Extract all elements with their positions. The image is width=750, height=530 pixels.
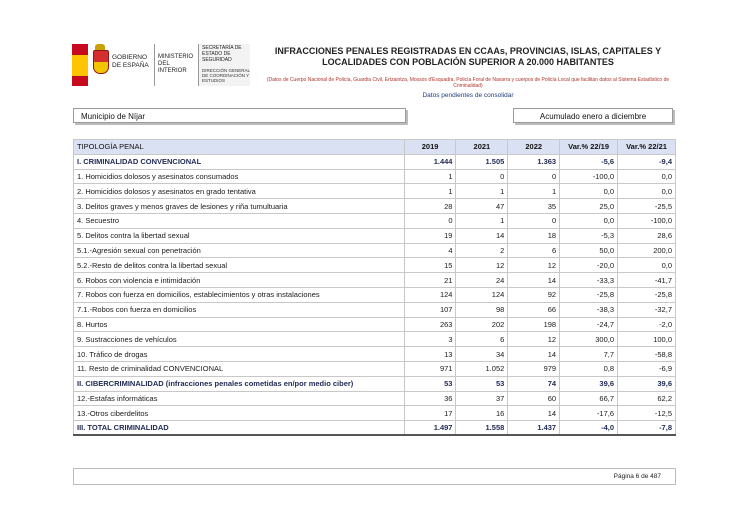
- row-value-var1: -25,8: [560, 287, 618, 302]
- table-row: [74, 391, 676, 406]
- row-value-var1: -20,0: [560, 258, 618, 273]
- row-value-v2021: 16: [456, 406, 508, 421]
- pending-notice: Datos pendientes de consolidar: [422, 92, 514, 99]
- row-label: 11. Resto de criminalidad CONVENCIONAL: [74, 361, 405, 376]
- row-value-var2: -2,0: [618, 317, 676, 332]
- row-value-var1: 7,7: [560, 347, 618, 362]
- table-row: [74, 421, 676, 436]
- row-value-v2022: 979: [508, 361, 560, 376]
- header-tipologia: TIPOLOGÍA PENAL: [74, 140, 405, 155]
- row-value-v2019: 1: [404, 184, 456, 199]
- row-value-var2: -58,8: [618, 347, 676, 362]
- row-value-v2022: 92: [508, 287, 560, 302]
- row-value-v2021: 53: [456, 376, 508, 391]
- table-row: [74, 243, 676, 258]
- row-value-v2019: 36: [404, 391, 456, 406]
- row-label: 6. Robos con violencia e intimidación: [74, 273, 405, 288]
- row-value-var2: -41,7: [618, 273, 676, 288]
- row-label: 5.1.-Agresión sexual con penetración: [74, 243, 405, 258]
- row-value-var1: 300,0: [560, 332, 618, 347]
- spain-flag-icon: [72, 44, 88, 86]
- government-logo: [72, 44, 252, 86]
- row-label: 2. Homicidios dolosos y asesinatos en grado tentativa: [74, 184, 405, 199]
- crime-statistics-table: [73, 139, 676, 436]
- row-value-v2019: 53: [404, 376, 456, 391]
- row-value-v2022: 1.437: [508, 421, 560, 436]
- table-row: [74, 213, 676, 228]
- table-row: [74, 361, 676, 376]
- header-2019: 2019: [404, 140, 456, 155]
- logo-ministerio-text: MINISTERIO DEL INTERIOR: [154, 44, 198, 86]
- row-value-var2: 100,0: [618, 332, 676, 347]
- row-value-v2019: 1.444: [404, 154, 456, 169]
- row-value-v2021: 98: [456, 302, 508, 317]
- row-label: 3. Delitos graves y menos graves de lesiones y riña tumultuaria: [74, 199, 405, 214]
- coat-of-arms-icon: [91, 44, 109, 86]
- row-value-v2019: 3: [404, 332, 456, 347]
- page-number: Página 6 de 487: [73, 468, 676, 485]
- row-label: III. TOTAL CRIMINALIDAD: [74, 421, 405, 436]
- row-value-v2019: 971: [404, 361, 456, 376]
- row-value-v2022: 0: [508, 169, 560, 184]
- row-value-var1: -5,3: [560, 228, 618, 243]
- row-value-v2022: 198: [508, 317, 560, 332]
- row-value-var2: -9,4: [618, 154, 676, 169]
- row-label: I. CRIMINALIDAD CONVENCIONAL: [74, 154, 405, 169]
- row-label: 10. Tráfico de drogas: [74, 347, 405, 362]
- row-value-v2019: 1: [404, 169, 456, 184]
- table-row: [74, 376, 676, 391]
- logo-secretaria-block: [198, 44, 250, 86]
- row-value-var2: -32,7: [618, 302, 676, 317]
- row-value-v2019: 263: [404, 317, 456, 332]
- row-value-v2021: 47: [456, 199, 508, 214]
- row-value-v2021: 37: [456, 391, 508, 406]
- table-row: [74, 332, 676, 347]
- row-value-var2: 0,0: [618, 258, 676, 273]
- row-label: 4. Secuestro: [74, 213, 405, 228]
- row-value-var2: 62,2: [618, 391, 676, 406]
- row-value-v2021: 1.052: [456, 361, 508, 376]
- row-value-v2019: 19: [404, 228, 456, 243]
- row-value-var2: 0,0: [618, 184, 676, 199]
- row-value-v2021: 34: [456, 347, 508, 362]
- table-row: [74, 169, 676, 184]
- row-label: 12.-Estafas informáticas: [74, 391, 405, 406]
- row-value-var1: -100,0: [560, 169, 618, 184]
- row-value-var2: -25,8: [618, 287, 676, 302]
- row-label: 13.-Otros ciberdelitos: [74, 406, 405, 421]
- page-title: INFRACCIONES PENALES REGISTRADAS EN CCAAs, PROVINCIAS, ISLAS, CAPITALES Y LOCALIDADES CON POBLACIÓN SUPERIOR A 20.000 HABITANTES: [274, 46, 662, 67]
- row-value-var2: 28,6: [618, 228, 676, 243]
- row-value-v2021: 0: [456, 169, 508, 184]
- header-2022: 2022: [508, 140, 560, 155]
- row-label: 9. Sustracciones de vehículos: [74, 332, 405, 347]
- row-value-v2021: 12: [456, 258, 508, 273]
- row-value-var2: -100,0: [618, 213, 676, 228]
- header-2021: 2021: [456, 140, 508, 155]
- row-value-v2022: 74: [508, 376, 560, 391]
- row-value-var2: 200,0: [618, 243, 676, 258]
- row-value-v2022: 66: [508, 302, 560, 317]
- row-value-v2021: 1.505: [456, 154, 508, 169]
- row-label: 8. Hurtos: [74, 317, 405, 332]
- table-row: [74, 258, 676, 273]
- row-value-var2: 0,0: [618, 169, 676, 184]
- row-value-v2021: 24: [456, 273, 508, 288]
- row-value-v2022: 12: [508, 258, 560, 273]
- table-row: [74, 228, 676, 243]
- row-value-v2019: 13: [404, 347, 456, 362]
- row-value-v2021: 14: [456, 228, 508, 243]
- row-value-var2: -6,9: [618, 361, 676, 376]
- row-value-v2021: 1.558: [456, 421, 508, 436]
- row-value-v2019: 0: [404, 213, 456, 228]
- table-header-row: [74, 140, 676, 155]
- row-value-v2022: 60: [508, 391, 560, 406]
- header-var-22-21: Var.% 22/21: [618, 140, 676, 155]
- row-label: 7. Robos con fuerza en domicilios, establecimientos y otras instalaciones: [74, 287, 405, 302]
- row-value-v2022: 0: [508, 213, 560, 228]
- row-label: II. CIBERCRIMINALIDAD (infracciones penales cometidas en/por medio ciber): [74, 376, 405, 391]
- row-value-var1: 25,0: [560, 199, 618, 214]
- row-label: 1. Homicidios dolosos y asesinatos consumados: [74, 169, 405, 184]
- row-value-v2022: 6: [508, 243, 560, 258]
- row-value-v2021: 124: [456, 287, 508, 302]
- row-value-v2019: 1.497: [404, 421, 456, 436]
- table-row: [74, 154, 676, 169]
- table-row: [74, 184, 676, 199]
- row-value-v2022: 35: [508, 199, 560, 214]
- row-value-v2022: 14: [508, 406, 560, 421]
- table-row: [74, 199, 676, 214]
- table-row: [74, 302, 676, 317]
- row-value-var1: 0,0: [560, 213, 618, 228]
- row-value-var1: 0,0: [560, 184, 618, 199]
- row-value-v2019: 107: [404, 302, 456, 317]
- row-value-var1: 39,6: [560, 376, 618, 391]
- row-value-v2022: 18: [508, 228, 560, 243]
- row-value-var1: -24,7: [560, 317, 618, 332]
- row-value-v2021: 1: [456, 213, 508, 228]
- row-value-v2019: 15: [404, 258, 456, 273]
- municipality-label: Municipio de Níjar: [73, 108, 406, 123]
- logo-secretaria-text: SECRETARÍA DE ESTADO DE SEGURIDAD: [202, 45, 242, 63]
- table-row: [74, 347, 676, 362]
- row-value-var2: -12,5: [618, 406, 676, 421]
- table-row: [74, 287, 676, 302]
- row-value-var1: 0,8: [560, 361, 618, 376]
- row-value-var1: -5,6: [560, 154, 618, 169]
- row-label: 7.1.-Robos con fuerza en domicilios: [74, 302, 405, 317]
- row-value-v2022: 1.363: [508, 154, 560, 169]
- row-value-var1: -33,3: [560, 273, 618, 288]
- row-value-var1: -4,0: [560, 421, 618, 436]
- row-label: 5.2.-Resto de delitos contra la libertad sexual: [74, 258, 405, 273]
- logo-gobierno-text: GOBIERNO DE ESPAÑA: [112, 54, 149, 69]
- row-value-v2021: 1: [456, 184, 508, 199]
- row-value-v2019: 124: [404, 287, 456, 302]
- row-value-var1: -17,6: [560, 406, 618, 421]
- table-row: [74, 317, 676, 332]
- row-value-v2022: 12: [508, 332, 560, 347]
- row-value-v2022: 14: [508, 347, 560, 362]
- row-value-v2021: 202: [456, 317, 508, 332]
- row-value-v2019: 4: [404, 243, 456, 258]
- period-label: Acumulado enero a diciembre: [513, 108, 673, 123]
- row-value-v2019: 17: [404, 406, 456, 421]
- table-row: [74, 406, 676, 421]
- row-value-v2019: 21: [404, 273, 456, 288]
- row-value-v2021: 6: [456, 332, 508, 347]
- row-value-var2: -7,8: [618, 421, 676, 436]
- row-value-v2019: 28: [404, 199, 456, 214]
- row-value-var1: -38,3: [560, 302, 618, 317]
- table-row: [74, 273, 676, 288]
- row-value-v2021: 2: [456, 243, 508, 258]
- row-value-var1: 66,7: [560, 391, 618, 406]
- source-note: (Datos de Cuerpo Nacional de Policía, Guardia Civil, Ertzaintza, Mossos d'Esquadra, Policía Foral de Navarra y cuerpos de Policía Local que facilitan datos al Sistema Estadístico de Criminalidad): [266, 77, 670, 89]
- row-label: 5. Delitos contra la libertad sexual: [74, 228, 405, 243]
- logo-direccion-text: DIRECCIÓN GENERAL DE COORDINACIÓN Y ESTUDIOS: [202, 68, 250, 83]
- row-value-var1: 50,0: [560, 243, 618, 258]
- row-value-var2: 39,6: [618, 376, 676, 391]
- row-value-v2022: 1: [508, 184, 560, 199]
- row-value-v2022: 14: [508, 273, 560, 288]
- header-var-22-19: Var.% 22/19: [560, 140, 618, 155]
- row-value-var2: -25,5: [618, 199, 676, 214]
